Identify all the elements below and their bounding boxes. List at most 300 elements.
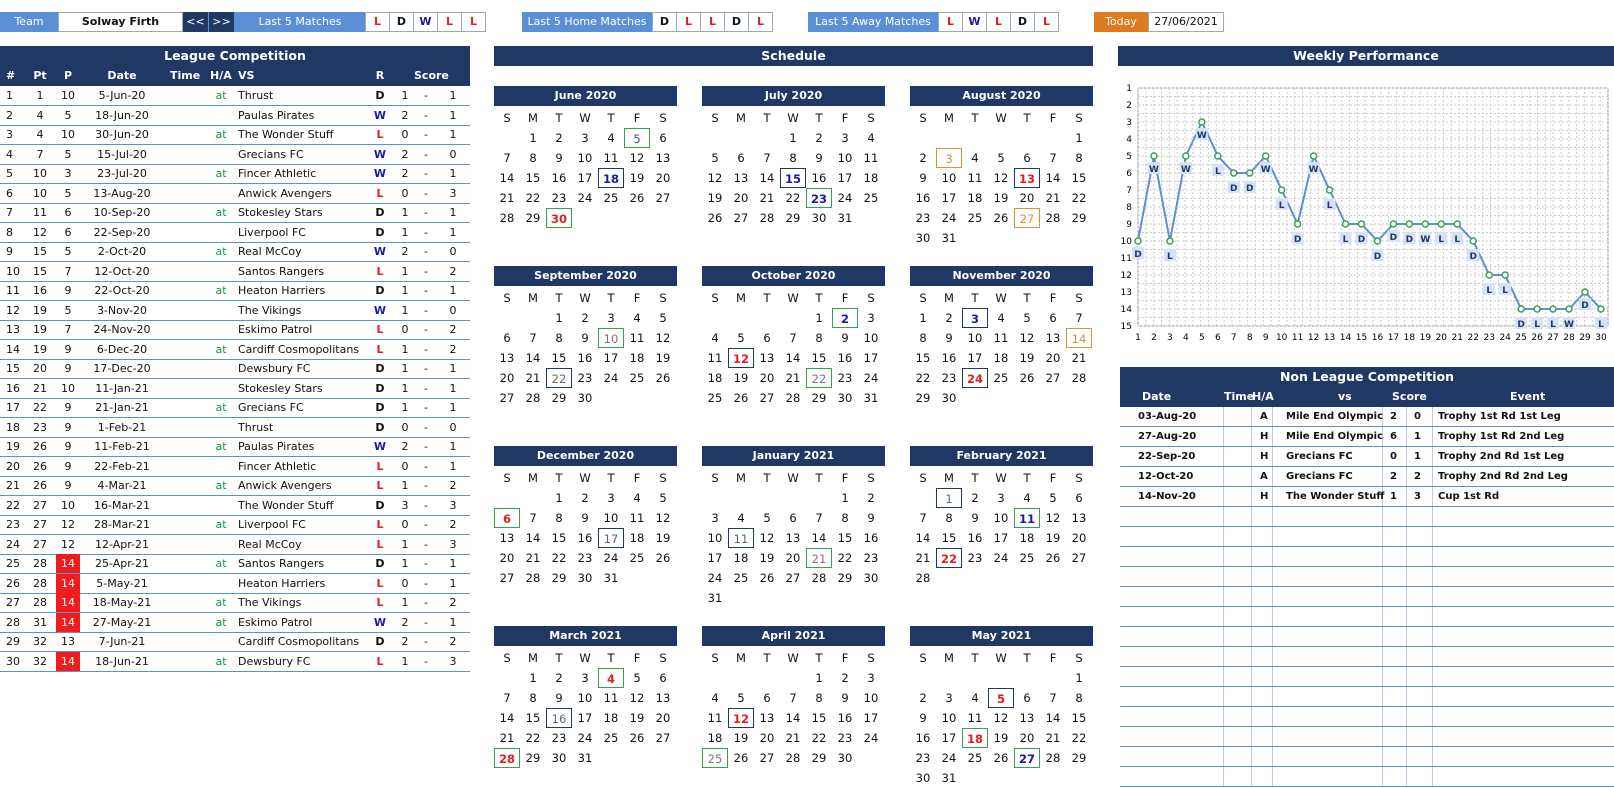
calendar-day[interactable]: 20 <box>1045 351 1061 365</box>
calendar-day[interactable]: 15 <box>837 531 853 545</box>
calendar-day[interactable]: 30 <box>837 391 853 405</box>
calendar-day[interactable]: 27 <box>785 571 801 585</box>
calendar-day[interactable]: 6 <box>1023 691 1031 705</box>
calendar-day[interactable]: 6 <box>737 151 745 165</box>
calendar-day[interactable]: 28 <box>1071 371 1087 385</box>
calendar-day[interactable]: 3 <box>867 311 875 325</box>
match-day[interactable]: 27 <box>1014 748 1040 768</box>
calendar-day[interactable]: 13 <box>733 171 749 185</box>
calendar-day[interactable]: 24 <box>837 191 853 205</box>
calendar-day[interactable]: 19 <box>629 711 645 725</box>
calendar-day[interactable]: 16 <box>837 711 853 725</box>
calendar-day[interactable]: 26 <box>629 731 645 745</box>
calendar-day[interactable]: 5 <box>1023 311 1031 325</box>
calendar-day[interactable]: 22 <box>837 551 853 565</box>
calendar-day[interactable]: 28 <box>915 571 931 585</box>
calendar-day[interactable]: 2 <box>581 491 589 505</box>
calendar-day[interactable]: 10 <box>941 711 957 725</box>
calendar-day[interactable]: 12 <box>993 171 1009 185</box>
calendar-day[interactable]: 7 <box>529 331 537 345</box>
calendar-day[interactable]: 13 <box>1045 331 1061 345</box>
calendar-day[interactable]: 2 <box>555 671 563 685</box>
calendar-day[interactable]: 5 <box>711 151 719 165</box>
calendar-day[interactable]: 9 <box>841 331 849 345</box>
calendar-day[interactable]: 1 <box>529 131 537 145</box>
match-day[interactable]: 16 <box>546 708 572 728</box>
calendar-day[interactable]: 23 <box>915 211 931 225</box>
calendar-day[interactable]: 7 <box>789 691 797 705</box>
calendar-day[interactable]: 26 <box>993 751 1009 765</box>
calendar-day[interactable]: 16 <box>941 351 957 365</box>
calendar-day[interactable]: 25 <box>993 371 1009 385</box>
calendar-day[interactable]: 6 <box>1049 311 1057 325</box>
calendar-day[interactable]: 23 <box>915 751 931 765</box>
calendar-day[interactable]: 5 <box>1049 491 1057 505</box>
calendar-day[interactable]: 26 <box>733 391 749 405</box>
calendar-day[interactable]: 26 <box>655 371 671 385</box>
calendar-day[interactable]: 9 <box>555 691 563 705</box>
calendar-day[interactable]: 30 <box>577 391 593 405</box>
calendar-day[interactable]: 2 <box>555 131 563 145</box>
calendar-day[interactable]: 8 <box>555 331 563 345</box>
calendar-day[interactable]: 17 <box>603 351 619 365</box>
calendar-day[interactable]: 15 <box>525 171 541 185</box>
calendar-day[interactable]: 30 <box>863 571 879 585</box>
calendar-day[interactable]: 28 <box>525 391 541 405</box>
calendar-day[interactable]: 4 <box>971 691 979 705</box>
match-day[interactable]: 2 <box>832 308 858 328</box>
calendar-day[interactable]: 19 <box>1045 531 1061 545</box>
calendar-day[interactable]: 14 <box>785 711 801 725</box>
calendar-day[interactable]: 22 <box>915 371 931 385</box>
calendar-day[interactable]: 9 <box>867 511 875 525</box>
calendar-day[interactable]: 1 <box>1075 131 1083 145</box>
match-day[interactable]: 1 <box>936 488 962 508</box>
calendar-day[interactable]: 11 <box>629 511 645 525</box>
calendar-day[interactable]: 8 <box>841 511 849 525</box>
calendar-day[interactable]: 1 <box>555 491 563 505</box>
calendar-day[interactable]: 16 <box>811 171 827 185</box>
match-day[interactable]: 18 <box>598 168 624 188</box>
calendar-day[interactable]: 15 <box>915 351 931 365</box>
calendar-day[interactable]: 10 <box>707 531 723 545</box>
calendar-day[interactable]: 6 <box>763 331 771 345</box>
calendar-day[interactable]: 28 <box>785 751 801 765</box>
match-day[interactable]: 25 <box>702 748 728 768</box>
calendar-day[interactable]: 20 <box>499 551 515 565</box>
match-day[interactable]: 22 <box>806 368 832 388</box>
calendar-day[interactable]: 13 <box>759 351 775 365</box>
calendar-day[interactable]: 20 <box>1019 191 1035 205</box>
calendar-day[interactable]: 26 <box>733 751 749 765</box>
match-day[interactable]: 18 <box>962 728 988 748</box>
calendar-day[interactable]: 6 <box>503 331 511 345</box>
calendar-day[interactable]: 11 <box>629 331 645 345</box>
match-day[interactable]: 11 <box>728 528 754 548</box>
calendar-day[interactable]: 24 <box>603 551 619 565</box>
match-day[interactable]: 22 <box>546 368 572 388</box>
calendar-day[interactable]: 13 <box>1071 511 1087 525</box>
calendar-day[interactable]: 12 <box>629 151 645 165</box>
calendar-day[interactable]: 29 <box>915 391 931 405</box>
calendar-day[interactable]: 20 <box>733 191 749 205</box>
calendar-day[interactable]: 27 <box>655 731 671 745</box>
match-day[interactable]: 3 <box>962 308 988 328</box>
calendar-day[interactable]: 25 <box>707 391 723 405</box>
calendar-day[interactable]: 23 <box>577 551 593 565</box>
calendar-day[interactable]: 18 <box>1019 531 1035 545</box>
calendar-day[interactable]: 21 <box>1045 731 1061 745</box>
calendar-day[interactable]: 4 <box>737 511 745 525</box>
calendar-day[interactable]: 24 <box>863 731 879 745</box>
calendar-day[interactable]: 18 <box>707 731 723 745</box>
calendar-day[interactable]: 3 <box>607 491 615 505</box>
calendar-day[interactable]: 30 <box>551 751 567 765</box>
next-team-button[interactable]: >> <box>209 12 235 32</box>
calendar-day[interactable]: 12 <box>707 171 723 185</box>
calendar-day[interactable]: 11 <box>993 331 1009 345</box>
calendar-day[interactable]: 25 <box>733 571 749 585</box>
calendar-day[interactable]: 16 <box>551 171 567 185</box>
calendar-day[interactable]: 26 <box>1019 371 1035 385</box>
calendar-day[interactable]: 9 <box>919 171 927 185</box>
calendar-day[interactable]: 18 <box>629 351 645 365</box>
calendar-day[interactable]: 21 <box>759 191 775 205</box>
calendar-day[interactable]: 21 <box>915 551 931 565</box>
calendar-day[interactable]: 23 <box>577 371 593 385</box>
calendar-day[interactable]: 20 <box>1019 731 1035 745</box>
calendar-day[interactable]: 3 <box>607 311 615 325</box>
calendar-day[interactable]: 5 <box>997 151 1005 165</box>
calendar-day[interactable]: 5 <box>659 311 667 325</box>
calendar-day[interactable]: 7 <box>1075 311 1083 325</box>
calendar-day[interactable]: 10 <box>863 331 879 345</box>
calendar-day[interactable]: 9 <box>815 151 823 165</box>
calendar-day[interactable]: 24 <box>993 551 1009 565</box>
calendar-day[interactable]: 11 <box>863 151 879 165</box>
calendar-day[interactable]: 26 <box>759 571 775 585</box>
calendar-day[interactable]: 28 <box>525 571 541 585</box>
calendar-day[interactable]: 25 <box>1019 551 1035 565</box>
calendar-day[interactable]: 16 <box>837 351 853 365</box>
calendar-day[interactable]: 14 <box>915 531 931 545</box>
calendar-day[interactable]: 16 <box>915 731 931 745</box>
calendar-day[interactable]: 18 <box>733 551 749 565</box>
calendar-day[interactable]: 5 <box>633 671 641 685</box>
calendar-day[interactable]: 15 <box>1071 171 1087 185</box>
match-day[interactable]: 24 <box>962 368 988 388</box>
calendar-day[interactable]: 5 <box>737 331 745 345</box>
match-day[interactable]: 4 <box>598 668 624 688</box>
calendar-day[interactable]: 17 <box>993 531 1009 545</box>
calendar-day[interactable]: 24 <box>577 191 593 205</box>
calendar-day[interactable]: 5 <box>659 491 667 505</box>
calendar-day[interactable]: 25 <box>863 191 879 205</box>
calendar-day[interactable]: 13 <box>499 531 515 545</box>
match-day[interactable]: 12 <box>728 708 754 728</box>
calendar-day[interactable]: 2 <box>867 491 875 505</box>
calendar-day[interactable]: 25 <box>629 551 645 565</box>
calendar-day[interactable]: 18 <box>967 191 983 205</box>
calendar-day[interactable]: 15 <box>551 351 567 365</box>
calendar-day[interactable]: 13 <box>785 531 801 545</box>
calendar-day[interactable]: 17 <box>863 711 879 725</box>
calendar-day[interactable]: 26 <box>993 211 1009 225</box>
calendar-day[interactable]: 19 <box>759 551 775 565</box>
calendar-day[interactable]: 4 <box>711 331 719 345</box>
calendar-day[interactable]: 18 <box>707 371 723 385</box>
calendar-day[interactable]: 29 <box>525 751 541 765</box>
match-day[interactable]: 21 <box>806 548 832 568</box>
calendar-day[interactable]: 23 <box>863 551 879 565</box>
calendar-day[interactable]: 21 <box>499 191 515 205</box>
calendar-day[interactable]: 17 <box>941 731 957 745</box>
match-day[interactable]: 5 <box>988 688 1014 708</box>
calendar-day[interactable]: 21 <box>525 551 541 565</box>
calendar-day[interactable]: 25 <box>967 211 983 225</box>
calendar-day[interactable]: 15 <box>525 711 541 725</box>
match-day[interactable]: 14 <box>1066 328 1092 348</box>
calendar-day[interactable]: 11 <box>603 691 619 705</box>
match-day[interactable]: 17 <box>598 528 624 548</box>
calendar-day[interactable]: 1 <box>789 131 797 145</box>
calendar-day[interactable]: 20 <box>785 551 801 565</box>
calendar-day[interactable]: 4 <box>633 491 641 505</box>
calendar-day[interactable]: 2 <box>971 491 979 505</box>
calendar-day[interactable]: 22 <box>1071 191 1087 205</box>
calendar-day[interactable]: 1 <box>815 671 823 685</box>
calendar-day[interactable]: 10 <box>577 151 593 165</box>
calendar-day[interactable]: 14 <box>1045 171 1061 185</box>
calendar-day[interactable]: 15 <box>1071 711 1087 725</box>
calendar-day[interactable]: 28 <box>1045 751 1061 765</box>
calendar-day[interactable]: 9 <box>555 151 563 165</box>
calendar-day[interactable]: 27 <box>655 191 671 205</box>
calendar-day[interactable]: 27 <box>759 391 775 405</box>
calendar-day[interactable]: 14 <box>525 531 541 545</box>
calendar-day[interactable]: 10 <box>967 331 983 345</box>
calendar-day[interactable]: 18 <box>629 531 645 545</box>
calendar-day[interactable]: 2 <box>815 131 823 145</box>
calendar-day[interactable]: 27 <box>733 211 749 225</box>
calendar-day[interactable]: 23 <box>941 371 957 385</box>
match-day[interactable]: 12 <box>728 348 754 368</box>
calendar-day[interactable]: 18 <box>993 351 1009 365</box>
calendar-day[interactable]: 4 <box>1023 491 1031 505</box>
calendar-day[interactable]: 24 <box>863 371 879 385</box>
calendar-day[interactable]: 8 <box>1075 151 1083 165</box>
calendar-day[interactable]: 22 <box>525 191 541 205</box>
calendar-day[interactable]: 31 <box>577 751 593 765</box>
calendar-day[interactable]: 29 <box>811 751 827 765</box>
calendar-day[interactable]: 21 <box>785 731 801 745</box>
calendar-day[interactable]: 23 <box>837 731 853 745</box>
calendar-day[interactable]: 30 <box>915 771 931 785</box>
calendar-day[interactable]: 31 <box>707 591 723 605</box>
calendar-day[interactable]: 12 <box>1019 331 1035 345</box>
calendar-day[interactable]: 19 <box>1019 351 1035 365</box>
calendar-day[interactable]: 26 <box>655 551 671 565</box>
calendar-day[interactable]: 7 <box>503 151 511 165</box>
calendar-day[interactable]: 21 <box>499 731 515 745</box>
calendar-day[interactable]: 13 <box>759 711 775 725</box>
calendar-day[interactable]: 31 <box>837 211 853 225</box>
calendar-day[interactable]: 9 <box>581 331 589 345</box>
calendar-day[interactable]: 8 <box>945 511 953 525</box>
calendar-day[interactable]: 14 <box>759 171 775 185</box>
calendar-day[interactable]: 26 <box>707 211 723 225</box>
calendar-day[interactable]: 17 <box>967 351 983 365</box>
match-day[interactable]: 22 <box>936 548 962 568</box>
calendar-day[interactable]: 30 <box>811 211 827 225</box>
calendar-day[interactable]: 3 <box>841 131 849 145</box>
calendar-day[interactable]: 10 <box>863 691 879 705</box>
calendar-day[interactable]: 20 <box>655 711 671 725</box>
calendar-day[interactable]: 6 <box>1075 491 1083 505</box>
calendar-day[interactable]: 25 <box>629 371 645 385</box>
calendar-day[interactable]: 27 <box>759 751 775 765</box>
match-day[interactable]: 13 <box>1014 168 1040 188</box>
calendar-day[interactable]: 8 <box>1075 691 1083 705</box>
calendar-day[interactable]: 2 <box>841 671 849 685</box>
calendar-day[interactable]: 16 <box>577 531 593 545</box>
calendar-day[interactable]: 5 <box>763 511 771 525</box>
calendar-day[interactable]: 26 <box>1045 551 1061 565</box>
calendar-day[interactable]: 12 <box>759 531 775 545</box>
calendar-day[interactable]: 8 <box>789 151 797 165</box>
calendar-day[interactable]: 9 <box>841 691 849 705</box>
calendar-day[interactable]: 29 <box>785 211 801 225</box>
calendar-day[interactable]: 29 <box>1071 211 1087 225</box>
calendar-day[interactable]: 13 <box>655 691 671 705</box>
calendar-day[interactable]: 20 <box>759 371 775 385</box>
calendar-day[interactable]: 22 <box>785 191 801 205</box>
match-day[interactable]: 10 <box>598 328 624 348</box>
calendar-day[interactable]: 24 <box>941 751 957 765</box>
calendar-day[interactable]: 1 <box>919 311 927 325</box>
calendar-day[interactable]: 7 <box>503 691 511 705</box>
calendar-day[interactable]: 14 <box>525 351 541 365</box>
calendar-day[interactable]: 22 <box>811 731 827 745</box>
calendar-day[interactable]: 18 <box>863 171 879 185</box>
calendar-day[interactable]: 31 <box>941 771 957 785</box>
calendar-day[interactable]: 28 <box>759 211 775 225</box>
calendar-day[interactable]: 2 <box>581 311 589 325</box>
calendar-day[interactable]: 11 <box>707 351 723 365</box>
calendar-day[interactable]: 29 <box>551 391 567 405</box>
calendar-day[interactable]: 27 <box>499 571 515 585</box>
calendar-day[interactable]: 3 <box>581 671 589 685</box>
calendar-day[interactable]: 22 <box>1071 731 1087 745</box>
calendar-day[interactable]: 6 <box>659 671 667 685</box>
calendar-day[interactable]: 4 <box>711 691 719 705</box>
calendar-day[interactable]: 4 <box>607 131 615 145</box>
calendar-day[interactable]: 6 <box>1023 151 1031 165</box>
calendar-day[interactable]: 9 <box>581 511 589 525</box>
calendar-day[interactable]: 19 <box>629 171 645 185</box>
calendar-day[interactable]: 7 <box>1049 691 1057 705</box>
calendar-day[interactable]: 16 <box>863 531 879 545</box>
calendar-day[interactable]: 21 <box>1071 351 1087 365</box>
calendar-day[interactable]: 27 <box>1071 551 1087 565</box>
calendar-day[interactable]: 29 <box>525 211 541 225</box>
calendar-day[interactable]: 22 <box>525 731 541 745</box>
calendar-day[interactable]: 20 <box>499 371 515 385</box>
calendar-day[interactable]: 20 <box>655 171 671 185</box>
calendar-day[interactable]: 31 <box>941 231 957 245</box>
calendar-day[interactable]: 22 <box>551 551 567 565</box>
calendar-day[interactable]: 7 <box>529 511 537 525</box>
calendar-day[interactable]: 6 <box>789 511 797 525</box>
calendar-day[interactable]: 1 <box>1075 671 1083 685</box>
calendar-day[interactable]: 21 <box>1045 191 1061 205</box>
calendar-day[interactable]: 19 <box>733 371 749 385</box>
calendar-day[interactable]: 25 <box>967 751 983 765</box>
calendar-day[interactable]: 17 <box>837 171 853 185</box>
calendar-day[interactable]: 30 <box>577 571 593 585</box>
calendar-day[interactable]: 17 <box>577 711 593 725</box>
calendar-day[interactable]: 10 <box>993 511 1009 525</box>
calendar-day[interactable]: 14 <box>785 351 801 365</box>
calendar-day[interactable]: 11 <box>603 151 619 165</box>
calendar-day[interactable]: 8 <box>919 331 927 345</box>
calendar-day[interactable]: 14 <box>499 171 515 185</box>
calendar-day[interactable]: 13 <box>499 351 515 365</box>
calendar-day[interactable]: 23 <box>551 191 567 205</box>
calendar-day[interactable]: 17 <box>941 191 957 205</box>
calendar-day[interactable]: 19 <box>733 731 749 745</box>
calendar-day[interactable]: 23 <box>837 371 853 385</box>
calendar-day[interactable]: 19 <box>707 191 723 205</box>
calendar-day[interactable]: 3 <box>997 491 1005 505</box>
calendar-day[interactable]: 7 <box>919 511 927 525</box>
calendar-day[interactable]: 10 <box>941 171 957 185</box>
match-day[interactable]: 30 <box>546 208 572 228</box>
calendar-day[interactable]: 25 <box>603 191 619 205</box>
calendar-day[interactable]: 1 <box>841 491 849 505</box>
match-day[interactable]: 27 <box>1014 208 1040 228</box>
calendar-day[interactable]: 28 <box>811 571 827 585</box>
calendar-day[interactable]: 17 <box>707 551 723 565</box>
calendar-day[interactable]: 16 <box>915 191 931 205</box>
calendar-day[interactable]: 12 <box>629 691 645 705</box>
calendar-day[interactable]: 7 <box>1049 151 1057 165</box>
calendar-day[interactable]: 31 <box>603 571 619 585</box>
prev-team-button[interactable]: << <box>183 12 209 32</box>
calendar-day[interactable]: 16 <box>967 531 983 545</box>
calendar-day[interactable]: 27 <box>499 391 515 405</box>
calendar-day[interactable]: 3 <box>867 671 875 685</box>
calendar-day[interactable]: 10 <box>603 511 619 525</box>
calendar-day[interactable]: 12 <box>993 711 1009 725</box>
calendar-day[interactable]: 3 <box>945 691 953 705</box>
calendar-day[interactable]: 4 <box>867 131 875 145</box>
calendar-day[interactable]: 28 <box>1045 211 1061 225</box>
calendar-day[interactable]: 19 <box>655 351 671 365</box>
calendar-day[interactable]: 27 <box>1045 371 1061 385</box>
calendar-day[interactable]: 6 <box>763 691 771 705</box>
calendar-day[interactable]: 24 <box>707 571 723 585</box>
calendar-day[interactable]: 2 <box>945 311 953 325</box>
calendar-day[interactable]: 20 <box>1071 531 1087 545</box>
calendar-day[interactable]: 21 <box>525 371 541 385</box>
team-select[interactable]: Solway Firth <box>58 12 183 32</box>
calendar-day[interactable]: 29 <box>837 571 853 585</box>
calendar-day[interactable]: 14 <box>499 711 515 725</box>
calendar-day[interactable]: 10 <box>837 151 853 165</box>
match-day[interactable]: 6 <box>494 508 520 528</box>
calendar-day[interactable]: 9 <box>945 331 953 345</box>
